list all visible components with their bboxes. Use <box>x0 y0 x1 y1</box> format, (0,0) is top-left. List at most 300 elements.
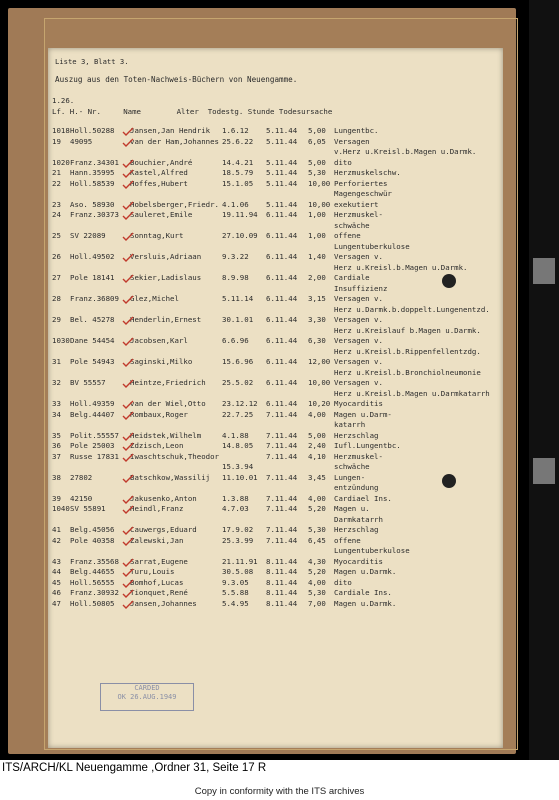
cell-name: Sonntag,Kurt <box>130 231 184 240</box>
cell-date: 5.11.44 <box>266 136 298 146</box>
cell-cause: Versagen v. <box>334 252 383 261</box>
cell-cause: Versagen <box>334 136 370 146</box>
cell-name: van der Wiel,Otto <box>130 399 206 408</box>
table-row <box>52 473 497 484</box>
cell-date: 8.11.44 <box>266 588 298 597</box>
cell-cause: Magen u.Darm- <box>334 409 392 419</box>
table-row <box>52 441 497 452</box>
cell-cause: Perforiertes <box>334 178 388 188</box>
cell-date: 6.11.44 <box>266 273 298 282</box>
cell-age: 5.4.95 <box>222 598 249 608</box>
cell-name: Heindl,Franz <box>130 504 184 513</box>
cell-lf: 1018 <box>52 126 70 135</box>
cell-hnr: Franz.34301 <box>70 157 119 167</box>
cell-lf: 22 <box>52 178 61 188</box>
cell-time: 1,00 <box>308 231 326 240</box>
cell-date: 7.11.44 <box>266 535 298 545</box>
cell-name: Jansen,Jan Hendrik <box>130 126 211 135</box>
cell-cause: exekutiert <box>334 199 379 209</box>
check-mark-icon <box>122 526 134 535</box>
cell-lf: 43 <box>52 556 61 566</box>
cell-cause: Myocarditis <box>334 556 383 566</box>
cell-time: 10,00 <box>308 199 331 209</box>
cell-age: 15.3.94 <box>222 462 254 471</box>
cell-time: 4,00 <box>308 577 326 587</box>
cell-name: Iwaschtschuk,Theodor <box>130 451 219 461</box>
cell-lf: 28 <box>52 294 61 303</box>
cell-date: 6.11.44 <box>266 294 298 303</box>
cell-name: Tionquet,René <box>130 588 188 597</box>
cell-date: 5.11.44 <box>266 157 298 167</box>
table-row <box>52 179 497 190</box>
table-row <box>52 515 497 526</box>
cell-cause: schwäche <box>334 220 370 230</box>
cell-cause: Versagen v. <box>334 357 383 366</box>
table-row <box>52 483 497 494</box>
table-row <box>52 273 497 284</box>
cell-age: 9.3.22 <box>222 252 249 261</box>
cell-name: Sarrat,Eugene <box>130 556 188 566</box>
cell-name: van der Ham,Johannes <box>130 136 219 146</box>
table-row <box>52 546 497 557</box>
cell-cause: Herzmuskel- <box>334 210 383 219</box>
cell-hnr: Holl.50288 <box>70 126 115 135</box>
cell-lf: 23 <box>52 199 61 209</box>
cell-age: 14.8.05 <box>222 441 254 450</box>
table-row <box>52 599 497 610</box>
cell-time: 4,10 <box>308 451 326 461</box>
cell-cause: dito <box>334 577 352 587</box>
cell-age: 4.1.06 <box>222 199 249 209</box>
cell-name: Bouchier,André <box>130 157 193 167</box>
cell-hnr: Pole 54943 <box>70 357 115 366</box>
table-row <box>52 231 497 242</box>
cell-time: 1,00 <box>308 210 326 219</box>
check-mark-icon <box>122 453 134 462</box>
cell-cause: Herz u.Kreislauf b.Magen u.Darmk. <box>334 325 481 335</box>
cell-cause: Lungentuberkulose <box>334 546 410 555</box>
cell-lf: 44 <box>52 567 61 576</box>
cell-age: 25.6.22 <box>222 136 254 146</box>
cell-date: 5.11.44 <box>266 126 298 135</box>
table-row <box>52 200 497 211</box>
table-row <box>52 252 497 263</box>
cell-cause: schwäche <box>334 462 370 471</box>
cell-time: 5,00 <box>308 126 326 135</box>
check-mark-icon <box>122 274 134 283</box>
cell-hnr: Belg.44407 <box>70 409 115 419</box>
table-row <box>52 494 497 505</box>
cell-date: 5.11.44 <box>266 178 298 188</box>
table-row <box>52 525 497 536</box>
cell-lf: 33 <box>52 399 61 408</box>
cell-cause: Herzschlag <box>334 525 379 534</box>
cell-name: Saginski,Milko <box>130 357 193 366</box>
cell-name: Jakusenko,Anton <box>130 493 197 503</box>
table-row <box>52 420 497 431</box>
cell-cause: Magengeschwür <box>334 189 392 198</box>
cell-time: 4,30 <box>308 556 326 566</box>
cell-date: 8.11.44 <box>266 567 298 576</box>
cell-age: 1.3.88 <box>222 493 249 503</box>
cell-hnr: Franz.30932 <box>70 588 119 597</box>
cell-time: 10,00 <box>308 178 331 188</box>
binder-clip-icon <box>533 458 555 484</box>
cell-time: 5,20 <box>308 567 326 576</box>
check-mark-icon <box>122 589 134 598</box>
binder-edge <box>529 0 559 760</box>
table-row <box>52 242 497 253</box>
copy-notice: Copy in conformity with the ITS archives <box>194 786 365 797</box>
check-mark-icon <box>122 600 134 609</box>
cell-date: 7.11.44 <box>266 409 298 419</box>
table-row <box>52 294 497 305</box>
cell-lf: 1040 <box>52 504 70 513</box>
cell-hnr: Polit.55557 <box>70 430 119 440</box>
cell-name: Bomhof,Lucas <box>130 577 184 587</box>
cell-time: 2,40 <box>308 441 326 450</box>
cell-time: 4,00 <box>308 493 326 503</box>
cell-lf: 35 <box>52 430 61 440</box>
cell-date: 7.11.44 <box>266 451 298 461</box>
stamp-date: OK 26.AUG.1949 <box>117 693 177 701</box>
cell-cause: Cardiale <box>334 273 370 282</box>
cell-lf: 21 <box>52 168 61 177</box>
check-mark-icon <box>122 316 134 325</box>
cell-time: 6,30 <box>308 336 326 345</box>
cell-name: Glez,Michel <box>130 294 179 303</box>
table-row <box>52 462 497 473</box>
cell-name: Hoffes,Hubert <box>130 178 188 188</box>
table-row <box>52 399 497 410</box>
cell-age: 25.3.99 <box>222 535 254 545</box>
cell-cause: Magen u.Darmk. <box>334 598 397 608</box>
cell-hnr: Franz.35568 <box>70 556 119 566</box>
cell-hnr: 49095 <box>70 136 93 146</box>
cell-time: 5,30 <box>308 588 326 597</box>
cell-hnr: SV 22089 <box>70 231 106 240</box>
cell-cause: Magen u.Darmk. <box>334 567 397 576</box>
cell-lf: 38 <box>52 472 61 482</box>
cell-age: 19.11.94 <box>222 210 258 219</box>
cell-name: Batschkow,Wassilij <box>130 472 211 482</box>
cell-hnr: Pole 40358 <box>70 535 115 545</box>
cell-lf: 42 <box>52 535 61 545</box>
cell-name: Sekier,Ladislaus <box>130 273 202 282</box>
cell-cause: Iufl.Lungentbc. <box>334 441 401 450</box>
cell-lf: 19 <box>52 136 61 146</box>
cell-date: 6.11.44 <box>266 378 298 387</box>
cell-cause: Darmkatarrh <box>334 514 383 524</box>
cell-time: 6,45 <box>308 535 326 545</box>
table-row <box>52 147 497 158</box>
table-row <box>52 357 497 368</box>
cell-cause: Herz u.Kreisl.b.Magen u.Darmk. <box>334 262 468 272</box>
cell-age: 4.7.03 <box>222 504 249 513</box>
cell-hnr: Dane 54454 <box>70 336 115 345</box>
cell-hnr: Pole 18141 <box>70 273 115 282</box>
cell-time: 10,20 <box>308 399 331 408</box>
table-row <box>52 578 497 589</box>
cell-date: 6.11.44 <box>266 231 298 240</box>
table-row <box>52 410 497 421</box>
check-mark-icon <box>122 295 134 304</box>
archive-reference: ITS/ARCH/KL Neuengamme ,Ordner 31, Seite 17 R <box>2 762 267 774</box>
cell-age: 17.9.02 <box>222 525 254 534</box>
table-row <box>52 347 497 358</box>
cell-time: 3,30 <box>308 315 326 324</box>
table-row <box>52 368 497 379</box>
page-label: 1.26. <box>52 96 75 105</box>
cell-lf: 1030 <box>52 336 70 345</box>
cell-age: 5.11.14 <box>222 294 254 303</box>
cell-date: 6.11.44 <box>266 315 298 324</box>
carded-stamp <box>100 683 194 711</box>
stamp-text: CARDED <box>134 684 160 692</box>
cell-hnr: Franz.30373 <box>70 210 119 219</box>
cell-date: 6.11.44 <box>266 336 298 345</box>
table-row <box>52 567 497 578</box>
cell-name: Jacobsen,Karl <box>130 336 188 345</box>
table-row <box>52 504 497 515</box>
table-row <box>52 431 497 442</box>
cell-cause: Magen u. <box>334 504 370 513</box>
check-mark-icon <box>122 180 134 189</box>
cell-date: 5.11.44 <box>266 168 298 177</box>
cell-cause: Herzschlag <box>334 430 379 440</box>
cell-date: 8.11.44 <box>266 556 298 566</box>
check-mark-icon <box>122 579 134 588</box>
check-mark-icon <box>122 337 134 346</box>
cell-time: 5,30 <box>308 168 326 177</box>
cell-age: 15.6.96 <box>222 357 254 366</box>
cell-name: Heintze,Friedrich <box>130 378 206 387</box>
check-mark-icon <box>122 358 134 367</box>
cell-age: 14.4.21 <box>222 157 254 167</box>
cell-date: 5.11.44 <box>266 199 298 209</box>
cell-hnr: Pole 25003 <box>70 441 115 450</box>
cell-time: 7,00 <box>308 598 326 608</box>
cell-lf: 36 <box>52 441 61 450</box>
column-headers: Lf. H.- Nr. Name Alter Todestg. Stunde Todesursache <box>52 107 333 116</box>
check-mark-icon <box>122 411 134 420</box>
cell-cause: Versagen v. <box>334 378 383 387</box>
check-mark-icon <box>122 495 134 504</box>
cell-cause: offene <box>334 231 361 240</box>
cell-hnr: 27802 <box>70 472 93 482</box>
table-row <box>52 263 497 274</box>
cell-lf: 26 <box>52 252 61 261</box>
cell-name: Zalewski,Jan <box>130 535 184 545</box>
cell-cause: Lungen- <box>334 472 366 482</box>
cell-date: 7.11.44 <box>266 430 298 440</box>
check-mark-icon <box>122 537 134 546</box>
cell-lf: 32 <box>52 378 61 387</box>
table-row <box>52 305 497 316</box>
cell-name: Sauleret,Emile <box>130 210 193 219</box>
cell-date: 8.11.44 <box>266 577 298 587</box>
cell-age: 5.5.88 <box>222 588 249 597</box>
cell-date: 7.11.44 <box>266 525 298 534</box>
cell-time: 1,40 <box>308 252 326 261</box>
cell-time: 3,15 <box>308 294 326 303</box>
document-title: Auszug aus den Toten-Nachweis-Büchern von Neuengamme. <box>55 75 298 84</box>
cell-lf: 31 <box>52 357 61 366</box>
cell-time: 5,20 <box>308 504 326 513</box>
table-row <box>52 210 497 221</box>
cell-date: 6.11.44 <box>266 399 298 408</box>
cell-time: 5,00 <box>308 430 326 440</box>
cell-hnr: 42150 <box>70 493 93 503</box>
check-mark-icon <box>122 211 134 220</box>
cell-time: 6,05 <box>308 136 326 146</box>
cell-cause: v.Herz u.Kreisl.b.Magen u.Darmk. <box>334 147 477 156</box>
cell-date: 7.11.44 <box>266 493 298 503</box>
check-mark-icon <box>122 138 134 147</box>
cell-name: Henderlin,Ernest <box>130 315 202 324</box>
cell-time: 4,00 <box>308 409 326 419</box>
table-row <box>52 315 497 326</box>
cell-time: 10,00 <box>308 378 331 387</box>
cell-cause: Lungentbc. <box>334 126 379 135</box>
cell-name: Turu,Louis <box>130 567 175 576</box>
cell-name: Zdzisch,Leon <box>130 441 184 450</box>
cell-cause: Myocarditis <box>334 399 383 408</box>
binder-clip-icon <box>533 258 555 284</box>
table-row <box>52 137 497 148</box>
cell-date: 6.11.44 <box>266 210 298 219</box>
cell-age: 25.5.02 <box>222 378 254 387</box>
check-mark-icon <box>122 474 134 483</box>
cell-name: Versluis,Adriaan <box>130 252 202 261</box>
check-mark-icon <box>122 201 134 210</box>
cell-age: 30.5.08 <box>222 567 254 576</box>
table-row <box>52 378 497 389</box>
table-row <box>52 168 497 179</box>
table-row <box>52 126 497 137</box>
cell-lf: 34 <box>52 409 61 419</box>
table-row <box>52 536 497 547</box>
cell-hnr: Holl.49502 <box>70 252 115 261</box>
table-row <box>52 326 497 337</box>
table-row <box>52 452 497 463</box>
cell-time: 5,00 <box>308 157 326 167</box>
cell-date: 7.11.44 <box>266 441 298 450</box>
check-mark-icon <box>122 568 134 577</box>
cell-lf: 24 <box>52 210 61 219</box>
table-row <box>52 336 497 347</box>
cell-date: 6.11.44 <box>266 357 298 366</box>
cell-date: 6.11.44 <box>266 252 298 261</box>
cell-hnr: Holl.50805 <box>70 598 115 608</box>
check-mark-icon <box>122 232 134 241</box>
cell-cause: Versagen v. <box>334 294 383 303</box>
cell-hnr: Hann.35995 <box>70 168 115 177</box>
table-row <box>52 557 497 568</box>
cell-cause: Herz u.Kreisl.b.Rippenfellentzdg. <box>334 346 481 356</box>
cell-name: Kastel,Alfred <box>130 168 188 177</box>
cell-hnr: Aso. 58930 <box>70 199 115 209</box>
cell-lf: 46 <box>52 588 61 597</box>
cell-cause: Herzmuskel- <box>334 451 383 461</box>
cell-lf: 37 <box>52 451 61 461</box>
cell-lf: 1020 <box>52 157 70 167</box>
check-mark-icon <box>122 400 134 409</box>
cell-cause: katarrh <box>334 420 366 429</box>
cell-hnr: BV 55557 <box>70 378 106 387</box>
check-mark-icon <box>122 442 134 451</box>
cell-lf: 29 <box>52 315 61 324</box>
cell-cause: entzündung <box>334 483 379 492</box>
check-mark-icon <box>122 505 134 514</box>
cell-time: 2,00 <box>308 273 326 282</box>
cell-age: 6.6.96 <box>222 336 249 345</box>
cell-lf: 41 <box>52 525 61 534</box>
cell-cause: dito <box>334 157 352 167</box>
cell-name: Rombaux,Roger <box>130 409 188 419</box>
table-row <box>52 389 497 400</box>
table-row <box>52 158 497 169</box>
cell-hnr: Holl.49359 <box>70 399 115 408</box>
cell-hnr: SV 55891 <box>70 504 106 513</box>
cell-name: Heidstek,Wilhelm <box>130 430 202 440</box>
check-mark-icon <box>122 253 134 262</box>
cell-hnr: Russe 17831 <box>70 451 119 461</box>
cell-age: 15.1.05 <box>222 178 254 188</box>
cell-age: 4.1.88 <box>222 430 249 440</box>
cell-cause: Herz u.Kreisl.b.Bronchiolneumonie <box>334 367 481 377</box>
check-mark-icon <box>122 379 134 388</box>
cell-cause: Versagen v. <box>334 315 383 324</box>
cell-age: 11.10.01 <box>222 472 258 482</box>
cell-hnr: Belg.45056 <box>70 525 115 534</box>
cell-cause: Cardiale Ins. <box>334 588 392 597</box>
cell-cause: Lungentuberkulose <box>334 241 410 251</box>
cell-age: 21.11.91 <box>222 556 258 566</box>
cell-time: 12,00 <box>308 357 331 366</box>
death-register-table <box>52 126 497 609</box>
check-mark-icon <box>122 159 134 168</box>
cell-age: 30.1.01 <box>222 315 254 324</box>
table-row <box>52 588 497 599</box>
cell-name: Jansen,Johannes <box>130 598 197 608</box>
cell-date: 7.11.44 <box>266 504 298 513</box>
cell-lf: 39 <box>52 493 61 503</box>
cell-age: 22.7.25 <box>222 409 254 419</box>
cell-hnr: Holl.58539 <box>70 178 115 188</box>
cell-age: 9.3.05 <box>222 577 249 587</box>
cell-age: 27.10.09 <box>222 231 258 240</box>
check-mark-icon <box>122 558 134 567</box>
table-row <box>52 221 497 232</box>
cell-date: 7.11.44 <box>266 472 298 482</box>
cell-lf: 45 <box>52 577 61 587</box>
cell-cause: Herzmuskelschw. <box>334 168 401 177</box>
cell-age: 18.5.79 <box>222 168 254 177</box>
table-row <box>52 189 497 200</box>
cell-time: 5,30 <box>308 525 326 534</box>
check-mark-icon <box>122 432 134 441</box>
cell-lf: 47 <box>52 598 61 608</box>
cell-date: 8.11.44 <box>266 598 298 608</box>
cell-cause: Insuffizienz <box>334 283 388 293</box>
check-mark-icon <box>122 169 134 178</box>
check-mark-icon <box>122 127 134 136</box>
cell-cause: Herz u.Kreisl.b.Magen u.Darmkatarrh <box>334 388 490 398</box>
cell-hnr: Holl.56555 <box>70 577 115 587</box>
cell-name: Hobelsberger,Friedr. <box>130 199 219 209</box>
cell-age: 23.12.12 <box>222 399 258 408</box>
